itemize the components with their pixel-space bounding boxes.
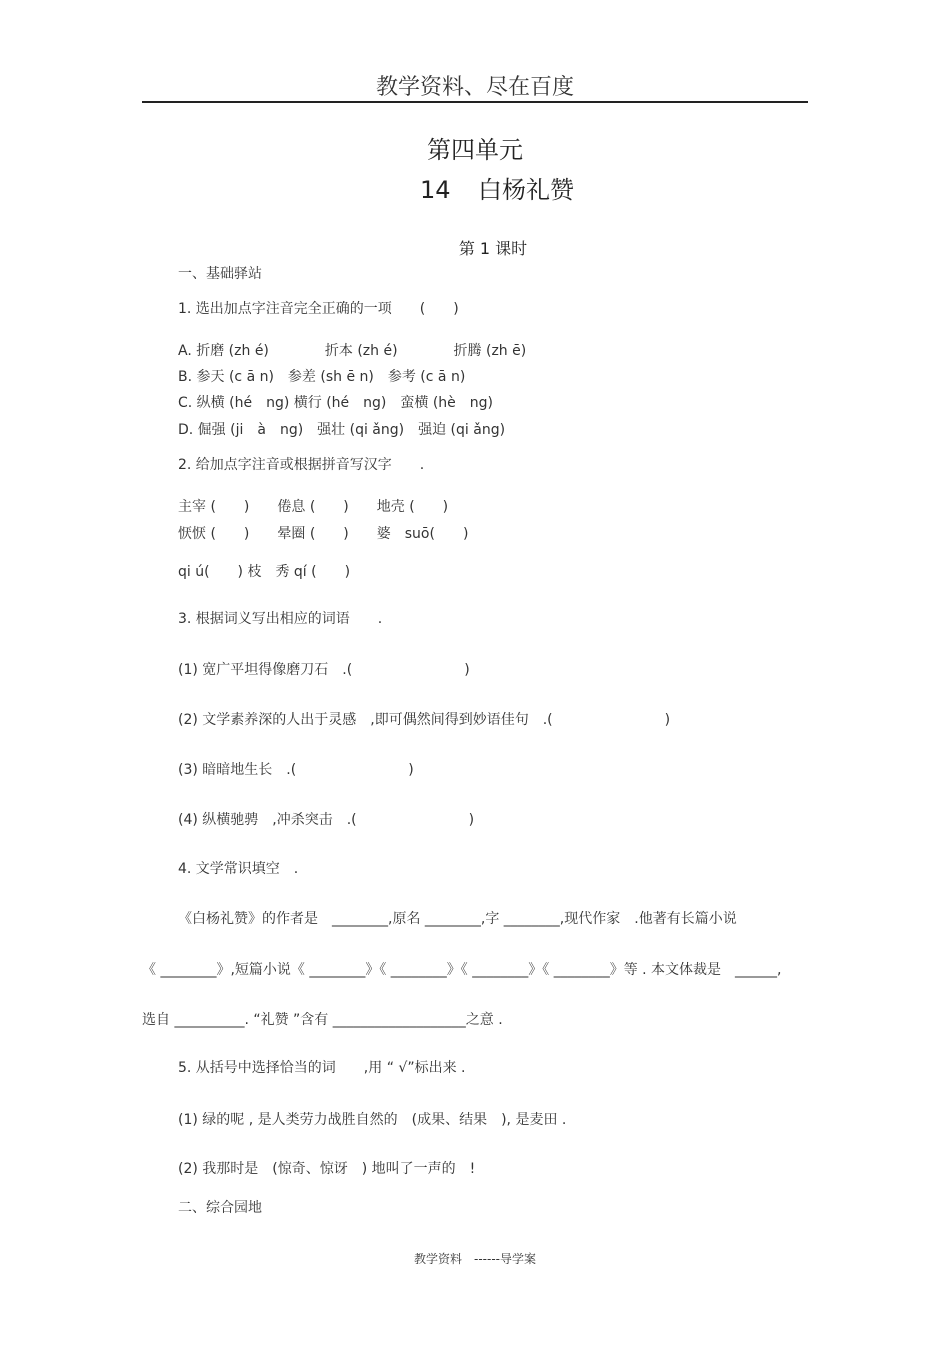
question-1-stem: 1. 选出加点字注音完全正确的一项 ( ) <box>178 301 459 317</box>
question-4-stem: 4. 文学常识填空 . <box>178 861 299 877</box>
q2-row-3: qi ú( ) 枝 秀 qí ( ) <box>178 564 351 580</box>
lesson-name: 白杨礼赞 <box>478 176 574 204</box>
question-2-stem: 2. 给加点字注音或根据拼音写汉字 . <box>178 457 425 473</box>
header-divider <box>142 101 808 103</box>
question-5-stem: 5. 从括号中选择恰当的词 ,用 “ √”标出来 . <box>178 1060 466 1076</box>
q2-row-1: 主宰 ( ) 倦息 ( ) 地壳 ( ) <box>178 499 449 515</box>
q3-item-3: (3) 暗暗地生长 .( ) <box>178 762 414 778</box>
q3-item-2: (2) 文学素养深的人出于灵感 ,即可偶然间得到妙语佳句 .( ) <box>178 712 671 728</box>
question-3-stem: 3. 根据词义写出相应的词语 . <box>178 611 383 627</box>
section-heading-comprehensive: 二、综合园地 <box>178 1200 262 1216</box>
q1-option-b: B. 参天 (c ā n) 参差 (sh ē n) 参考 (c ā n) <box>178 369 466 385</box>
unit-title: 第四单元 <box>427 136 523 164</box>
q5-item-2: (2) 我那时是 (惊奇、惊讶 ) 地叫了一声的 ! <box>178 1161 476 1177</box>
page-footer: 教学资料 ------导学案 <box>414 1252 536 1266</box>
q2-row-2: 恹恹 ( ) 晕圈 ( ) 婆 suō( ) <box>178 526 469 542</box>
q3-item-4: (4) 纵横驰骋 ,冲杀突击 .( ) <box>178 812 475 828</box>
q4-line-2: 《 ________》,短篇小说《 ________》《 ________》《 ________》《 ________》等 . 本文体裁是 ______, <box>142 962 782 978</box>
q1-option-c: C. 纵横 (hé ng) 横行 (hé ng) 蛮横 (hè ng) <box>178 395 493 411</box>
lesson-title <box>420 170 574 205</box>
section-heading-basics: 一、基础驿站 <box>178 266 262 282</box>
page-header-title: 教学资料、尽在百度 <box>375 75 574 100</box>
q4-line-3: 选自 __________. “礼赞 ”含有 ___________________之意 . <box>142 1012 503 1028</box>
q5-item-1: (1) 绿的呢 , 是人类劳力战胜自然的 (成果、结果 ), 是麦田 . <box>178 1112 567 1128</box>
q4-line-1: 《白杨礼赞》的作者是 ________,原名 ________,字 ________,现代作家 .他著有长篇小说 <box>178 911 737 927</box>
period-label: 第 1 课时 <box>458 239 528 258</box>
lesson-number: 14 <box>420 176 451 204</box>
q3-item-1: (1) 宽广平坦得像磨刀石 .( ) <box>178 662 470 678</box>
q1-option-a: A. 折磨 (zh é) 折本 (zh é) 折腾 (zh ē) <box>178 343 527 359</box>
q1-option-d: D. 倔强 (ji à ng) 强壮 (qi ǎng) 强迫 (qi ǎng) <box>178 422 506 438</box>
